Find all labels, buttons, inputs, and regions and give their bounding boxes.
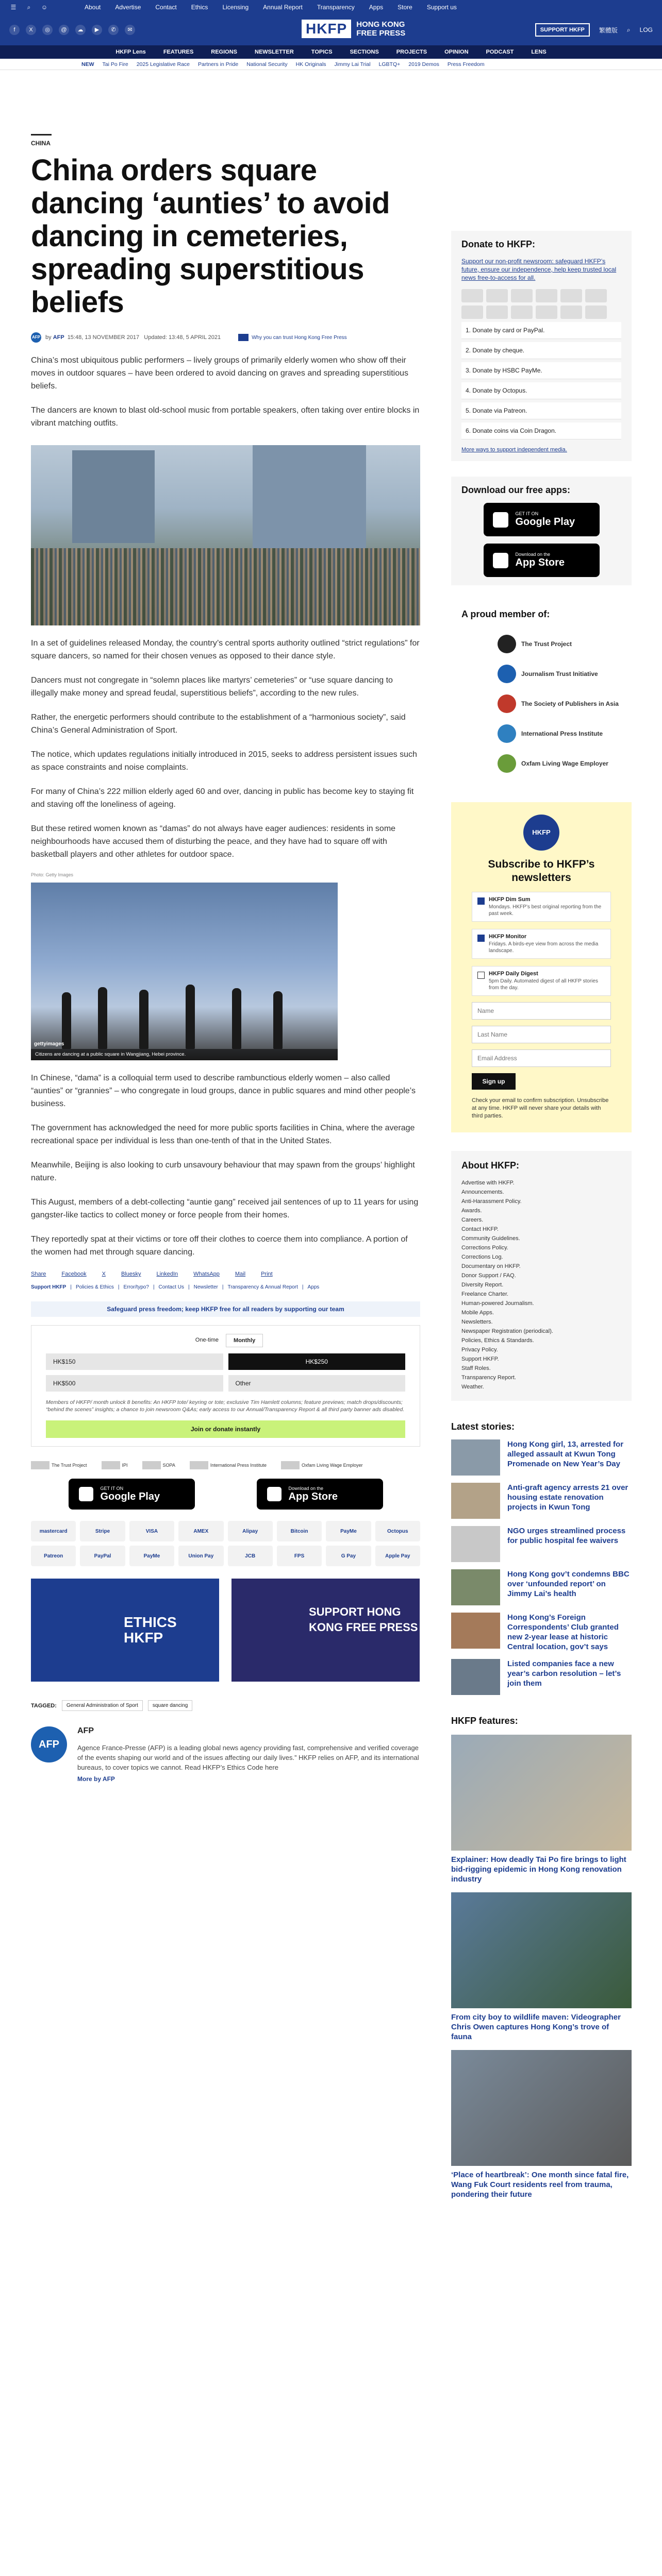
member-sidebar-box (451, 601, 632, 787)
nav-item[interactable]: LENS (531, 49, 547, 55)
newsletter-option[interactable]: HKFP Monitor Fridays. A birds-eye view from across the media landscape. (472, 929, 611, 959)
donate-card-logos (461, 289, 621, 319)
ethics-banner-title: ETHICS HKFP (124, 1614, 177, 1646)
latest-story[interactable]: Hong Kong girl, 13, arrested for alleged assault at Kwun Tong Promenade on New Year’s Day (451, 1439, 632, 1476)
sidebar-app-store-button[interactable]: Download on the App Store (484, 544, 600, 577)
about-link[interactable]: Careers. (461, 1217, 484, 1223)
google-play-icon (79, 1487, 93, 1501)
photo-crowd (31, 548, 420, 625)
sopa-icon (498, 694, 516, 713)
logo-box: HKFP (302, 20, 351, 38)
ticker-item[interactable]: LGBTQ+ (378, 61, 401, 67)
share-mail[interactable]: Mail (235, 1271, 246, 1277)
about-title: About HKFP: (461, 1160, 519, 1171)
photo-caption: Citizens are dancing at a public square in Wangjiang, Hebei province. (31, 1049, 338, 1060)
newsletter-signup-button[interactable]: Sign up (472, 1073, 516, 1090)
story-thumbnail (451, 1483, 500, 1519)
article-footer-links: Support HKFP | Policies & Ethics | Error/typo? | Contact Us | Newsletter | Transparency & Annual Report | Apps (31, 1284, 320, 1290)
story-thumbnail (451, 1526, 500, 1562)
donate-benefits-note: Members of HKFP/ month unlock 8 benefits: An HKFP tote/ keyring or tote; exclusive Tim Hamlett columns; feature previews; match drops/discounts; “behind the scenes” insights; a chance to join newsroom Q&As; early access to our Annual/Transparency Report & all third party banner ads disabled. (46, 1399, 405, 1413)
newsletter-option[interactable]: HKFP Daily Digest 5pm Daily. Automated digest of all HKFP stories from the day. (472, 966, 611, 996)
threads-icon[interactable]: @ (59, 25, 69, 35)
more-by-author-link[interactable]: More by AFP (77, 1775, 115, 1783)
menu-icon[interactable]: ☰ (10, 4, 16, 11)
member-title: A proud member of: (461, 609, 550, 619)
nav-item[interactable]: OPINION (444, 49, 469, 55)
member-item[interactable]: The Society of Publishers in Asia (498, 689, 621, 719)
share-print[interactable]: Print (261, 1271, 273, 1277)
feature-image (451, 2050, 632, 2166)
nav-item[interactable]: PROJECTS (396, 49, 427, 55)
article-paragraph: But these retired women known as “damas” do not always have eager audiences: residents in some neighbourhoods have accused them of disturbing the peace, and they have had to square off with basketball players and other athletes for outdoor space. (31, 824, 396, 859)
topbar-link-ethics[interactable]: Ethics (191, 4, 208, 11)
donate-text: Support our non-profit newsroom: safeguard HKFP’s future, ensure our independence, help keep trusted local news free-to-access for all. (461, 258, 617, 281)
about-link[interactable]: Awards. (461, 1208, 482, 1214)
freq-monthly[interactable]: Monthly (226, 1334, 263, 1347)
feature-story[interactable]: ‘Place of heartbreak’: One month since fatal fire, Wang Fuk Court residents reel from trauma, pondering their future (451, 2050, 632, 2199)
about-link[interactable]: Announcements. (461, 1189, 504, 1195)
features-title: HKFP features: (451, 1716, 518, 1726)
footlink-apps[interactable]: Apps (307, 1284, 320, 1290)
app-store-button[interactable]: Download on the App Store (257, 1479, 383, 1510)
search-icon[interactable]: ⌕ (27, 4, 31, 11)
about-link[interactable]: Weather. (461, 1384, 484, 1390)
payment-logo[interactable]: Octopus (375, 1521, 420, 1541)
x-icon[interactable]: X (26, 25, 36, 35)
patreon-icon (511, 306, 533, 319)
about-link[interactable]: Mobile Apps. (461, 1310, 494, 1316)
donate-sidebar-box (451, 231, 632, 461)
trust-link[interactable]: Why you can trust Hong Kong Free Press (238, 334, 347, 341)
tag-link[interactable]: square dancing (148, 1700, 192, 1711)
sidebar (451, 231, 632, 2199)
share-facebook[interactable]: Facebook (61, 1271, 87, 1277)
footlink-transparency[interactable]: Transparency & Annual Report (227, 1284, 298, 1290)
donate-option[interactable]: 4. Donate by Octopus. (461, 382, 621, 399)
about-link[interactable]: Donor Support / FAQ. (461, 1273, 516, 1279)
topbar-link-annual-report[interactable]: Annual Report (263, 4, 303, 11)
topbar-link-advertise[interactable]: Advertise (115, 4, 141, 11)
about-link[interactable]: Diversity Report. (461, 1282, 504, 1288)
about-link[interactable]: Freelance Charter. (461, 1291, 509, 1297)
author-avatar[interactable]: AFP (31, 1726, 67, 1762)
facebook-icon[interactable]: f (9, 25, 20, 35)
apple-icon (267, 1487, 282, 1501)
apps-sidebar-box (451, 477, 632, 585)
article-photo-dancers-silhouette (31, 883, 338, 1060)
footlink-support[interactable]: Support HKFP (31, 1284, 67, 1290)
topbar-link-support[interactable]: Support us (426, 4, 457, 11)
story-thumbnail (451, 1659, 500, 1695)
payment-logo[interactable]: PayMe (129, 1546, 174, 1566)
tag-link[interactable]: General Administration of Sport (62, 1700, 143, 1711)
byline (31, 332, 420, 343)
feature-story[interactable]: From city boy to wildlife maven: Videographer Chris Owen captures Hong Kong’s trove of fauna (451, 1892, 632, 2042)
payment-logo[interactable]: mastercard (31, 1521, 76, 1541)
visa-icon (486, 289, 508, 302)
donate-option[interactable]: 5. Donate via Patreon. (461, 402, 621, 419)
payment-logo[interactable]: Union Pay (178, 1546, 223, 1566)
about-link[interactable]: Contact HKFP. (461, 1226, 499, 1232)
nav-item[interactable]: NEWSLETTER (255, 49, 294, 55)
payment-methods (31, 1521, 420, 1566)
footlink-policies[interactable]: Policies & Ethics (75, 1284, 114, 1290)
about-link[interactable]: Policies, Ethics & Standards. (461, 1337, 534, 1344)
article-main (31, 134, 420, 1783)
nav-item[interactable]: PODCAST (486, 49, 514, 55)
article-paragraph: They reportedly spat at their victims or tore off their clothes to coerce them into compliance. A portion of the women had met through square dancing. (31, 1235, 408, 1257)
site-logo[interactable] (302, 20, 405, 38)
feature-image (451, 1735, 632, 1851)
share-linkedin[interactable]: LinkedIn (156, 1271, 178, 1277)
ticker-item[interactable]: HK Originals (295, 61, 326, 67)
photo-figure (62, 992, 71, 1049)
amount-option[interactable]: HK$150 (46, 1353, 223, 1370)
donate-option[interactable]: 2. Donate by cheque. (461, 342, 621, 359)
payment-logo[interactable]: Alipay (228, 1521, 273, 1541)
checkbox-checked[interactable] (477, 935, 485, 942)
app-store-buttons (31, 1479, 420, 1510)
donate-frequency (46, 1334, 405, 1347)
support-banner[interactable] (231, 1579, 420, 1682)
share-x[interactable]: X (102, 1271, 106, 1277)
photo-building (72, 450, 155, 543)
donate-option[interactable]: 1. Donate by card or PayPal. (461, 322, 621, 339)
member-item[interactable]: International Press Institute (498, 719, 621, 749)
author-info (77, 1726, 420, 1783)
photo-figure (139, 990, 148, 1049)
topbar-link-store[interactable]: Store (398, 4, 412, 11)
freq-one-time[interactable]: One-time (195, 1337, 219, 1343)
bluesky-icon[interactable]: ☁ (75, 25, 86, 35)
feature-story[interactable]: Explainer: How deadly Tai Po fire brings to light bid-rigging epidemic in Hong Kong renovation industry (451, 1735, 632, 1884)
footlink-error[interactable]: Error/typo? (123, 1284, 149, 1290)
section-label[interactable]: CHINA (31, 134, 52, 147)
logo-text: HONG KONG FREE PRESS (356, 20, 406, 38)
amex-icon (511, 289, 533, 302)
article-paragraph: In Chinese, “dama” is a colloquial term used to describe rambunctious elderly women – also called “aunties” or “grannies” – who congregate in loud groups, dance in public squares and mind other people’s business. (31, 1074, 416, 1108)
about-link[interactable]: Community Guidelines. (461, 1235, 520, 1242)
unionpay-icon (585, 289, 607, 302)
article-paragraph: Meanwhile, Beijing is also looking to curb unsavoury behaviour that may spawn from the groups’ highlight nature. (31, 1161, 415, 1182)
octopus-icon (486, 306, 508, 319)
payment-logo[interactable]: VISA (129, 1521, 174, 1541)
member-logos-row (31, 1461, 420, 1469)
byline-by: by (45, 334, 52, 341)
alipay-icon (536, 306, 557, 319)
latest-story[interactable]: Anti-graft agency arrests 21 over housing estate renovation projects in Kwun Tong (451, 1483, 632, 1519)
google-play-button[interactable]: GET IT ON Google Play (69, 1479, 195, 1510)
oxfam-icon (498, 754, 516, 773)
author-name[interactable]: AFP (77, 1726, 94, 1735)
payment-logo[interactable]: PayPal (80, 1546, 125, 1566)
getty-watermark: gettyimages (34, 1041, 64, 1047)
bitcoin-icon (585, 306, 607, 319)
payment-logo[interactable]: G Pay (326, 1546, 371, 1566)
newsletter-title: Subscribe to HKFP’s newsletters (488, 858, 595, 884)
about-hkfp-box (451, 1151, 632, 1401)
topbar-link-about[interactable]: About (85, 4, 101, 11)
byline-dates: 15:48, 13 NOVEMBER 2017 Updated: 13:48, 5 APRIL 2021 (67, 334, 221, 341)
youtube-icon[interactable]: ▶ (92, 25, 102, 35)
member-item[interactable]: The Trust Project (498, 629, 621, 659)
topbar-link-transparency[interactable]: Transparency (317, 4, 355, 11)
trust-project-icon (498, 635, 516, 653)
jti-icon (498, 665, 516, 683)
newsletter-note: Check your email to confirm subscription. Unsubscribe at any time. HKFP will never share your details with third parties. (472, 1097, 609, 1119)
photo-figure (232, 988, 241, 1049)
payment-logo[interactable]: JCB (228, 1546, 273, 1566)
mastercard-icon (461, 289, 483, 302)
article-paragraph: This August, members of a debt-collecting “auntie gang” received jail sentences of up to 11 years for using gangster-like tactics to collect money or force people from their homes. (31, 1198, 419, 1219)
photo-figure (273, 991, 283, 1049)
nav-item[interactable]: REGIONS (211, 49, 238, 55)
donate-amounts (46, 1353, 405, 1392)
jcb-icon (560, 289, 582, 302)
article-paragraph: China’s most ubiquitous public performers – lively groups of primarily elderly women who show off their moves in outdoor squares – have been ordered to avoid dancing on graves and spreading superstitious beliefs. (31, 356, 409, 391)
trust-icon (238, 334, 249, 341)
payment-logo[interactable]: Apple Pay (375, 1546, 420, 1566)
fps-icon (560, 306, 582, 319)
donate-widget (31, 1325, 420, 1447)
newsletter-name-input[interactable] (472, 1002, 611, 1020)
nav-item[interactable]: TOPICS (311, 49, 333, 55)
newsletter-lastname-input[interactable] (472, 1026, 611, 1043)
member-list (461, 629, 621, 778)
promo-banners (31, 1579, 420, 1682)
latest-story[interactable]: Hong Kong’s Foreign Correspondents’ Club granted new 2-year lease at historic Central location, gov’t says (451, 1613, 632, 1652)
nav-item[interactable]: HKFP Lens (115, 49, 146, 55)
donate-title: Donate to HKFP: (461, 239, 535, 249)
checkbox-checked[interactable] (477, 897, 485, 905)
share-bluesky[interactable]: Bluesky (121, 1271, 141, 1277)
about-link[interactable]: Corrections Policy. (461, 1245, 508, 1251)
payment-logo[interactable]: FPS (277, 1546, 322, 1566)
footlink-newsletter[interactable]: Newsletter (193, 1284, 218, 1290)
about-link[interactable]: Staff Roles. (461, 1365, 491, 1371)
article-paragraph: Rather, the energetic performers should contribute to the establishment of a “harmonious society”, said China’s General Administration of Sport. (31, 713, 406, 735)
payment-logo[interactable]: AMEX (178, 1521, 223, 1541)
topbar-link-contact[interactable]: Contact (155, 4, 177, 11)
tags-row (31, 1700, 420, 1711)
trending-ticker (0, 59, 662, 70)
payme-icon (461, 306, 483, 319)
email-icon[interactable]: ✉ (125, 25, 135, 35)
apple-icon (493, 553, 508, 568)
story-thumbnail (451, 1613, 500, 1649)
brand-bar (0, 14, 662, 45)
article-headline: China orders square dancing ‘aunties’ to avoid dancing in cemeteries, spreading superstitious beliefs (31, 154, 390, 319)
photo-building (253, 445, 366, 548)
photo-figure (98, 987, 107, 1049)
donate-option[interactable]: 6. Donate coins via Coin Dragon. (461, 422, 621, 439)
article-paragraph: Dancers must not congregate in “solemn places like martyrs’ cemeteries” or “use square dancing to illegally make money and spread feudal, superstitious beliefs”, according to the new rules. (31, 676, 393, 698)
amount-option-selected[interactable]: HK$250 (228, 1353, 406, 1370)
newsletter-signup (451, 802, 632, 1132)
newsletter-logo: HKFP (523, 815, 559, 851)
member-item[interactable]: Oxfam Living Wage Employer (498, 749, 621, 778)
payment-logo[interactable]: Stripe (80, 1521, 125, 1541)
nav-item[interactable]: SECTIONS (350, 49, 379, 55)
header-search-icon[interactable]: ⌕ (626, 26, 631, 33)
ticker-item[interactable]: 2025 Legislative Race (136, 61, 190, 67)
payment-logo[interactable]: PayMe (326, 1521, 371, 1541)
support-banner-title: SUPPORT HONG KONG FREE PRESS (309, 1605, 418, 1634)
nav-item[interactable]: FEATURES (163, 49, 194, 55)
latest-story[interactable]: NGO urges streamlined process for public hospital fee waivers (451, 1526, 632, 1562)
photo-credit: Photo: Getty Images (31, 872, 74, 877)
share-whatsapp[interactable]: WhatsApp (193, 1271, 220, 1277)
latest-title: Latest stories: (451, 1421, 515, 1432)
latest-story[interactable]: Hong Kong gov’t condemns BBC over ‘unfounded report’ on Jimmy Lai’s health (451, 1569, 632, 1605)
article-paragraph: For many of China’s 222 million elderly aged 60 and over, dancing in public has become key to staying fit and staving off the loneliness of ageing. (31, 787, 414, 809)
topbar-icons (9, 3, 48, 11)
article-paragraph: In a set of guidelines released Monday, the country’s central sports authority outlined “strict regulations” for square dancers, so named for their chosen venues as opposed to their dance style. (31, 639, 420, 660)
author-bio: Agence France-Presse (AFP) is a leading global news agency providing fast, comprehensive and verified coverage of the events shaping our world and of the issues affecting our daily lives.” HKFP relies on AFP, and its international bureaus, to cover topics we cannot. Read HKFP’s Ethics Code here (77, 1744, 419, 1771)
ticker-item[interactable]: 2019 Demos (408, 61, 439, 67)
article-photo-square-dancing (31, 445, 420, 625)
about-link[interactable]: Privacy Policy. (461, 1347, 498, 1353)
about-link[interactable]: Human-powered Journalism. (461, 1300, 534, 1307)
donate-options (461, 322, 621, 439)
checkbox[interactable] (477, 972, 485, 979)
paypal-icon (536, 289, 557, 302)
apps-title: Download our free apps: (461, 485, 571, 495)
latest-stories (451, 1421, 632, 1695)
google-play-icon (493, 512, 508, 528)
support-hkfp-button[interactable]: SUPPORT HKFP (535, 23, 590, 37)
user-icon[interactable]: ☺ (41, 4, 48, 11)
brandbar-right (535, 23, 653, 37)
topbar-links (85, 4, 457, 11)
about-link[interactable]: Corrections Log. (461, 1254, 503, 1260)
about-list (461, 1178, 621, 1392)
member-logo[interactable]: Oxfam Living Wage Employer (281, 1461, 363, 1469)
ticker-item[interactable]: Tai Po Fire (102, 61, 128, 67)
ticker-item[interactable]: National Security (246, 61, 288, 67)
member-logo[interactable]: SOPA (142, 1461, 175, 1469)
newsletter-email-input[interactable] (472, 1049, 611, 1067)
author-box (31, 1726, 420, 1783)
share-label[interactable]: Share (31, 1271, 46, 1277)
sidebar-google-play-button[interactable]: GET IT ON Google Play (484, 503, 600, 536)
member-logo[interactable]: International Press Institute (190, 1461, 267, 1469)
photo-figure (186, 985, 195, 1049)
byline-author[interactable]: AFP (53, 334, 64, 341)
about-link[interactable]: Documentary on HKFP. (461, 1263, 521, 1269)
story-thumbnail (451, 1439, 500, 1476)
more-ways-link[interactable]: More ways to support independent media. (461, 447, 567, 453)
member-logo[interactable]: The Trust Project (31, 1461, 87, 1469)
article-paragraph: The notice, which updates regulations initially introduced in 2015, seeks to address persistent issues such as space constraints and noise complaints. (31, 750, 417, 772)
article-paragraph: The government has acknowledged the need for more public sports facilities in China, where the average recreational space per individual is less than one-tenth of that in the United States. (31, 1124, 415, 1145)
share-bar (31, 1271, 420, 1277)
ipi-icon (498, 724, 516, 743)
about-link[interactable]: Support HKFP. (461, 1356, 499, 1362)
main-nav (0, 45, 662, 59)
payment-logo[interactable]: Bitcoin (277, 1521, 322, 1541)
article-paragraph: The dancers are known to blast old-school music from portable speakers, often taking over entire blocks in vibrant matching outfits. (31, 406, 420, 428)
top-utility-bar (0, 0, 662, 14)
ethics-banner[interactable] (31, 1579, 219, 1682)
amount-option-other[interactable]: Other (228, 1375, 406, 1392)
ticker-item[interactable]: Jimmy Lai Trial (334, 61, 371, 67)
donate-cta-banner[interactable]: Safeguard press freedom; keep HKFP free for all readers by supporting our team (31, 1301, 420, 1317)
donate-option[interactable]: 3. Donate by HSBC PayMe. (461, 362, 621, 379)
tagged-label: TAGGED: (31, 1702, 57, 1709)
latest-story[interactable]: Listed companies face a new year’s carbon resolution – let’s join them (451, 1659, 632, 1695)
ticker-new-label: NEW (81, 61, 94, 67)
about-link[interactable]: Transparency Report. (461, 1375, 516, 1381)
instagram-icon[interactable]: ◎ (42, 25, 53, 35)
ticker-item[interactable]: Partners in Pride (198, 61, 239, 67)
whatsapp-icon[interactable]: ✆ (108, 25, 119, 35)
topbar-link-licensing[interactable]: Licensing (222, 4, 249, 11)
footlink-contact[interactable]: Contact Us (158, 1284, 185, 1290)
language-link[interactable]: 繁體版 (599, 26, 618, 34)
member-logo[interactable]: IPI (102, 1461, 128, 1469)
about-link[interactable]: Newsletters. (461, 1319, 493, 1325)
feature-image (451, 1892, 632, 2008)
payment-logo[interactable]: Patreon (31, 1546, 76, 1566)
join-donate-button[interactable]: Join or donate instantly (46, 1420, 405, 1438)
about-link[interactable]: Anti-Harassment Policy. (461, 1198, 522, 1205)
hkfp-features (451, 1716, 632, 2199)
about-link[interactable]: Advertise with HKFP. (461, 1180, 515, 1186)
login-link[interactable]: LOG (639, 26, 653, 33)
author-avatar-small: AFP (31, 332, 41, 343)
topbar-link-apps[interactable]: Apps (369, 4, 384, 11)
newsletter-option[interactable]: HKFP Dim Sum Mondays. HKFP’s best original reporting from the past week. (472, 892, 611, 922)
ticker-item[interactable]: Press Freedom (447, 61, 485, 67)
amount-option[interactable]: HK$500 (46, 1375, 223, 1392)
story-thumbnail (451, 1569, 500, 1605)
member-item[interactable]: Journalism Trust Initiative (498, 659, 621, 689)
social-icons (9, 25, 135, 35)
about-link[interactable]: Newspaper Registration (periodical). (461, 1328, 553, 1334)
